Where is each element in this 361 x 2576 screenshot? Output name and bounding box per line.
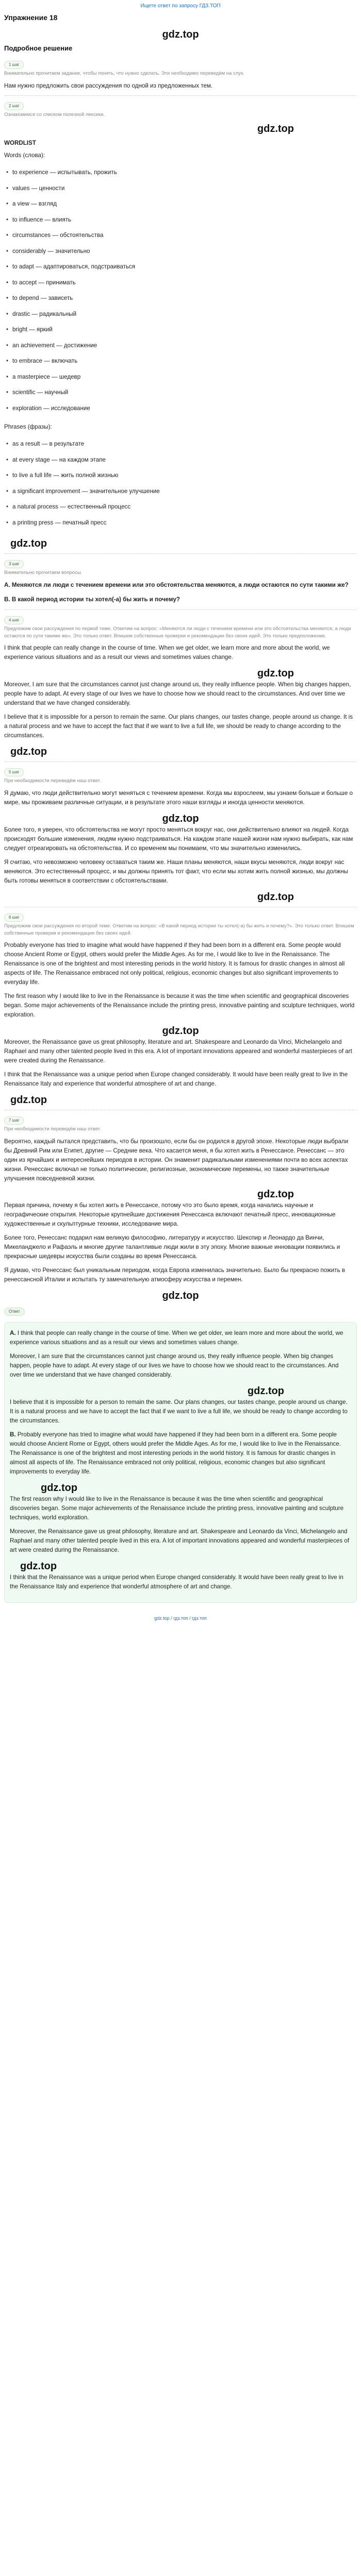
- paragraph: I think that the Renaissance was a unique period when Europe changed considerably. It would have been really great to live in the Renaissance Italy and experience that wonderful atmosphere of art and change.: [4, 1071, 348, 1087]
- top-search-link[interactable]: Ищете ответ по запросу ГДЗ.ТОП: [140, 3, 221, 9]
- answer-b-text: Probably everyone has tried to imagine what would have happened if they had been born in a different era. Some people would choose Ancient Rome or Egypt, others would prefer the Middle Ages. As for me, I would like to live in the Renaissance. The Renaissance is one of the brightest and most interesting periods in the world history. It is famous for drastic changes in almost all aspects of life. The Renaissance embraced not only political, religious, economic changes but also significant improvements to everyday life.: [10, 1431, 341, 1475]
- list-item: • as a result — в результате: [4, 436, 357, 452]
- paragraph: I believe that it is impossible for a person to remain the same. Our plans changes, our tastes change, people around us change. It is a natural process and we have to accept the fact that if we want to live a full life, we should be ready to change according to the circumstances.: [4, 714, 353, 739]
- step-badge: 2 шаг: [4, 102, 24, 110]
- step-description: Внимательно прочитаем вопросы.: [4, 570, 83, 576]
- list-item: • bright — яркий: [4, 322, 357, 338]
- paragraph: Moreover, the Renaissance gave us great philosophy, literature and art. Shakespeare and Leonardo da Vinci, Michelangelo and Raphael and many other talented people lived in this era. A lot of important innovations appeared and wonderful masterpieces of art were created during the Renaissance.: [10, 1528, 350, 1553]
- wordlist-heading: WORDLIST: [4, 140, 36, 147]
- list-item: • a view — взгляд: [4, 196, 357, 212]
- step-badge: 3 шаг: [4, 560, 24, 568]
- watermark: gdz.top: [162, 1290, 199, 1302]
- list-item: • a natural process — естественный процесс: [4, 499, 357, 515]
- list-item: • a significant improvement — значительное улучшение: [4, 484, 357, 500]
- step-text: Нам нужно предложить свои рассуждения по одной из предложенных тем.: [4, 82, 213, 89]
- watermark: gdz.top: [257, 668, 294, 680]
- list-item: • to adapt — адаптироваться, подстраиваться: [4, 259, 357, 275]
- list-item: • a printing press — печатный пресс: [4, 515, 357, 531]
- answer-a-text: I think that people can really change in the course of time. When we get older, we learn more and more about the world, we experience various situations and as a result our views and sometimes values change.: [10, 1330, 343, 1346]
- paragraph: Я считаю, что невозможно человеку оставаться таким же. Наши планы меняются, наши вкусы меняются, люди вокруг нас меняются. Это естественный процесс, и мы должны принять тот факт, что если мы хотим жить полной жизнью, мы должны быть готовы меняться в соответствии с обстоятельствами.: [4, 858, 348, 884]
- answer-label: Ответ: [4, 1308, 25, 1316]
- list-item: • to embrace — включать: [4, 353, 357, 369]
- step-description: Внимательно прочитаем задание, чтобы понять, что нужно сделать. Эти необходимо переведём на слух.: [4, 70, 245, 76]
- list-item: • to experience — испытывать, прожить: [4, 165, 357, 181]
- watermark: gdz.top: [10, 746, 47, 758]
- paragraph: Первая причина, почему я бы хотел жить в Ренессансе, потому что это было время, когда начались научные и географические открытия. Некоторые крупнейшие достижения Ренессанса включают печатный пресс, инновационные художественные и скульптурные техники, исследование мира.: [4, 1202, 336, 1228]
- list-item: • drastic — радикальный: [4, 307, 357, 323]
- paragraph: Я думаю, что Ренессанс был уникальным периодом, когда Европа изменилась значительно. Было бы прекрасно пожить в ренессансной Италии и испытать ту замечательную атмосферу искусства и перемен.: [4, 1267, 345, 1283]
- paragraph: Более того, я уверен, что обстоятельства не могут просто меняться вокруг нас, они действительно влияют на людей. Когда происходят большие изменения, людям нужно подстраиваться. На каждом этапе нашей жизни нам нужно выбирать, как нам следует отреагировать на обстоятельства. И со временем мы понимаем, что мы значительно изменились.: [4, 826, 353, 852]
- step-description: Предложим свои рассуждения по второй теме. Ответим на вопрос: «В какой период истории ты хотел(-а) бы жить и почему?». Это только ответ. Впишем собственные проверки и рекомендации без своих идей.: [4, 923, 354, 936]
- paragraph: The first reason why I would like to live in the Renaissance is because it was the time when scientific and geographical discoveries began. Some major achievements of the Renaissance include the printing press, innovative painting and sculpture techniques, world exploration.: [10, 1495, 344, 1521]
- answer-block: [4, 1322, 357, 1602]
- step-badge: 7 шаг: [4, 1116, 24, 1125]
- divider: [4, 761, 357, 762]
- answer-b-prefix: B.: [10, 1431, 16, 1438]
- paragraph: Moreover, the Renaissance gave us great philosophy, literature and art. Shakespeare and Leonardo da Vinci, Michelangelo and Raphael and many other talented people lived in this era. A lot of important innovations appeared and wonderful masterpieces of art were created during the Renaissance.: [4, 1039, 352, 1064]
- watermark: gdz.top: [257, 891, 294, 903]
- paragraph: I believe that it is impossible for a person to remain the same. Our plans changes, our tastes change, people around us change. It is a natural process and we have to accept the fact that if we want to live a full life, we should be ready to change according to the circumstances.: [10, 1399, 348, 1424]
- watermark: gdz.top: [247, 1385, 284, 1397]
- step-badge: 1 шаг: [4, 61, 24, 69]
- list-item: • at every stage — на каждом этапе: [4, 452, 357, 468]
- watermark: gdz.top: [257, 123, 294, 135]
- watermark: gdz.top: [10, 538, 47, 550]
- step-description: При необходимости переведём наш ответ.: [4, 1126, 101, 1132]
- phrases-list: [4, 436, 357, 531]
- paragraph: I think that people can really change in the course of time. When we get older, we learn more and more about the world, we experience various situations and as a result our views and sometimes values change.: [4, 645, 330, 661]
- watermark: gdz.top: [41, 1482, 78, 1494]
- paragraph: Moreover, I am sure that the circumstances cannot just change around us, they really influence people. When big changes happen, people have to adapt. At every stage of our lives we have to choose how we should react to the circumstances. And over time we understand that we have changed considerably.: [10, 1353, 339, 1379]
- step-badge: 6 шаг: [4, 913, 24, 922]
- step-description: При необходимости переведём наш ответ.: [4, 778, 101, 784]
- paragraph: Вероятно, каждый пытался представить, что бы произошло, если бы он родился в другой эпохе. Некоторые люди выбрали бы Древний Рим или Египет, другие — Средние века. Что касается меня, я бы хотел жить в Ренессансе. Ренессанс — это один из ярчайших и интереснейших периодов в истории. Он знаменит радикальными изменениями почти во всех аспектах жизни. Ренессанс включал не только политические, религиозные, экономические перемены, но также значительные улучшения повседневной жизни.: [4, 1138, 349, 1182]
- list-item: • a masterpiece — шедевр: [4, 369, 357, 385]
- list-item: • circumstances — обстоятельства: [4, 228, 357, 244]
- watermark: gdz.top: [20, 1560, 57, 1572]
- list-item: • to depend — зависеть: [4, 291, 357, 307]
- list-item: • exploration — исследование: [4, 401, 357, 417]
- divider: [4, 553, 357, 554]
- watermark: gdz.top: [10, 1094, 47, 1106]
- step-description: Предложим свои рассуждения по первой теме. Ответим на вопрос: «Меняются ли люди с течением времени или это обстоятельства меняются, а люди остаются по сути такими же». Это только ответ. Впишем собственные проверки и рекомендации без своих идей. Это только предположение.: [4, 625, 351, 639]
- paragraph: Я думаю, что люди действительно могут меняться с течением времени. Когда мы взрослеем, мы узнаем больше и больше о мире, мы проживаем различные ситуации, и в результате этого наши взгляды и иногда ценности меняются.: [4, 789, 353, 806]
- section-title: Подробное решение: [4, 44, 73, 52]
- phrases-heading: Phrases (фразы):: [4, 423, 52, 431]
- watermark: gdz.top: [162, 28, 199, 40]
- list-item: • scientific — научный: [4, 385, 357, 401]
- words-list: [4, 165, 357, 416]
- question-b: B. В какой период истории ты хотел(-а) бы жить и почему?: [4, 596, 180, 603]
- list-item: • to live a full life — жить полной жизнью: [4, 468, 357, 484]
- list-item: • considerably — значительно: [4, 244, 357, 260]
- question-a: A. Меняются ли люди с течением времени или это обстоятельства меняются, а люди остаются по сути такими же?: [4, 582, 349, 588]
- watermark: gdz.top: [162, 1025, 199, 1037]
- paragraph: Moreover, I am sure that the circumstances cannot just change around us, they really influence people. When big changes happen, people have to adapt. At every stage of our lives we have to choose how we should react to the circumstances. And over time we understand that we have changed considerably.: [4, 681, 351, 707]
- list-item: • values — ценности: [4, 181, 357, 197]
- page-title: Упражнение 18: [4, 13, 58, 22]
- answer-a-prefix: A.: [10, 1330, 16, 1337]
- paragraph: The first reason why I would like to live in the Renaissance is because it was the time when scientific and geographical discoveries began. Some major achievements of the Renaissance include the printing press, innovative painting and sculpture techniques, world exploration.: [4, 993, 355, 1019]
- paragraph: I think that the Renaissance was a unique period when Europe changed considerably. It would have been really great to live in the Renaissance Italy and experience that wonderful atmosphere of art and change.: [10, 1573, 343, 1590]
- watermark: gdz.top: [162, 812, 199, 824]
- words-heading: Words (слова):: [4, 152, 45, 159]
- footer-links[interactable]: gdz.top / гдз.топ / гдз.топ: [154, 1615, 207, 1621]
- list-item: • to accept — принимать: [4, 275, 357, 291]
- step-badge: 4 шаг: [4, 616, 24, 624]
- paragraph: [10, 1329, 351, 1347]
- divider: [4, 609, 357, 610]
- paragraph: Более того, Ренессанс подарил нам великую философию, литературу и искусство. Шекспир и Леонардо да Винчи, Микеланджело и Рафаэль и многие другие талантливые люди жили в эту эпоху. Многие важные инновации появились и прекрасные шедевры искусства были созданы во время Ренессанса.: [4, 1234, 340, 1260]
- list-item: • to influence — влиять: [4, 212, 357, 228]
- divider: [4, 95, 357, 96]
- paragraph: Probably everyone has tried to imagine what would have happened if they had been born in a different era. Some people would choose Ancient Rome or Egypt, others would prefer the Middle Ages. As for me, I would like to live in the Renaissance. The Renaissance is one of the brightest and most interesting periods in the world history. It is famous for drastic changes in almost all aspects of life. The Renaissance embraced not only political, religious, economic changes but also significant improvements to everyday life.: [4, 942, 345, 986]
- step-badge: 5 шаг: [4, 768, 24, 776]
- list-item: • an achievement — достижение: [4, 338, 357, 354]
- paragraph: [10, 1430, 351, 1477]
- step-description: Ознакомимся со списком полезной лексики.: [4, 111, 105, 117]
- watermark: gdz.top: [257, 1189, 294, 1200]
